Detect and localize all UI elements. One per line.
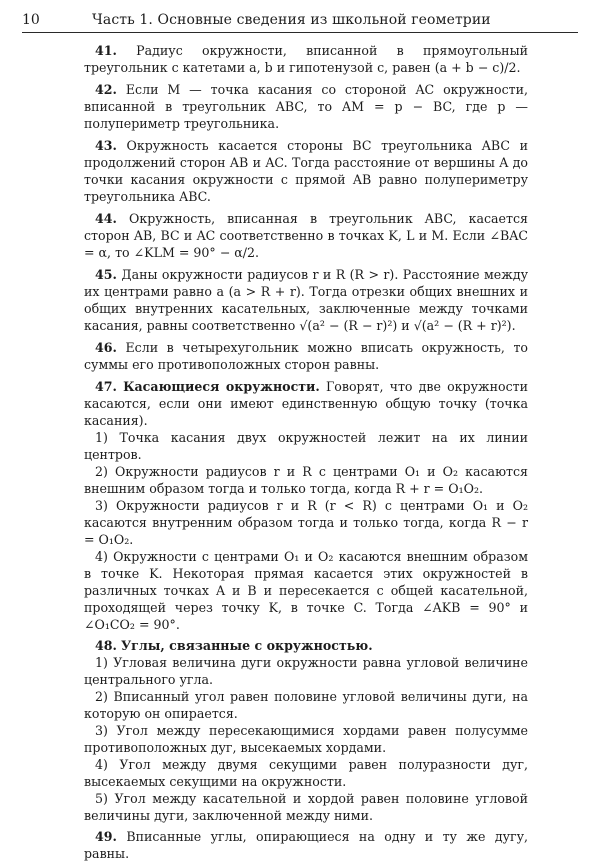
fact-47-1: 1) Точка касания двух окружностей лежит на их линии центров. bbox=[84, 430, 528, 462]
item-number: 46. bbox=[95, 340, 117, 355]
item-48 bbox=[84, 637, 528, 654]
page-number: 10 bbox=[22, 12, 40, 28]
fact-47-4: 4) Окружности с центрами O₁ и O₂ касаются внешним образом в точке K. Некоторая прямая касается этих окружностей в различных точках A и B и пересекается с общей касательной, проходящей через точку K, в точке C. Тогда ∠AKB = 90° и ∠O₁CO₂ = 90°. bbox=[84, 549, 528, 632]
item-number: 44. bbox=[95, 211, 117, 226]
item-text: Вписанные углы, опирающиеся на одну и ту же дугу, равны. bbox=[84, 829, 528, 861]
item-number: 48. bbox=[95, 638, 117, 653]
fact-48-4: 4) Угол между двумя секущими равен полуразности дуг, высекаемых секущими на окружности. bbox=[84, 757, 528, 789]
fact-48-5: 5) Угол между касательной и хордой равен половине угловой величины дуги, заключенной между ними. bbox=[84, 791, 528, 823]
item-text: Даны окружности радиусов r и R (R > r). Расстояние между их центрами равно a (a > R + r). Тогда отрезки общих внешних и общих внутренних касательных, заключенные между точками касания, равны соответственно √(a² − (R − r)²) и √(a² − (R + r)²). bbox=[84, 267, 528, 333]
item-text: Говорят, что две окружности касаются, если они имеют единственную общую точку (точка касания). bbox=[84, 379, 528, 428]
item-number: 43. bbox=[95, 138, 117, 153]
item-title: Углы, связанные с окружностью. bbox=[120, 638, 373, 653]
running-title: Часть 1. Основные сведения из школьной геометрии bbox=[92, 12, 491, 28]
item-text: Окружность, вписанная в треугольник ABC, касается сторон AB, BC и AC соответственно в точках K, L и M. Если ∠BAC = α, то ∠KLM = 90° − α/2. bbox=[84, 211, 528, 260]
item-49 bbox=[84, 828, 528, 862]
item-number: 49. bbox=[95, 829, 117, 844]
item-number: 47. bbox=[95, 379, 117, 394]
fact-47-2: 2) Окружности радиусов r и R с центрами O₁ и O₂ касаются внешним образом тогда и только тогда, когда R + r = O₁O₂. bbox=[84, 464, 528, 496]
item-number: 45. bbox=[95, 267, 117, 282]
fact-48-3: 3) Угол между пересекающимися хордами равен полусумме противоположных дуг, высекаемых хордами. bbox=[84, 723, 528, 755]
fact-48-1: 1) Угловая величина дуги окружности равна угловой величине центрального угла. bbox=[84, 655, 528, 687]
item-number: 41. bbox=[95, 43, 117, 58]
fact-48-2: 2) Вписанный угол равен половине угловой величины дуги, на которую он опирается. bbox=[84, 689, 528, 721]
item-43 bbox=[84, 137, 528, 205]
item-41 bbox=[84, 42, 528, 76]
item-title: Касающиеся окружности. bbox=[123, 379, 320, 394]
item-44 bbox=[84, 210, 528, 261]
page-header bbox=[22, 10, 578, 33]
item-text: Если в четырехугольник можно вписать окружность, то суммы его противоположных сторон равны. bbox=[84, 340, 529, 372]
item-45 bbox=[84, 266, 528, 334]
item-text: Окружность касается стороны BC треугольника ABC и продолжений сторон AB и AC. Тогда расстояние от вершины A до точки касания окружности с прямой AB равно полупериметру треугольника ABC. bbox=[84, 138, 528, 204]
item-47 bbox=[84, 378, 528, 429]
item-number: 42. bbox=[95, 82, 117, 97]
fact-47-3: 3) Окружности радиусов r и R (r < R) с центрами O₁ и O₂ касаются внутренним образом тогда и только тогда, когда R − r = O₁O₂. bbox=[84, 498, 528, 547]
item-text: Если M — точка касания со стороной AC окружности, вписанной в треугольник ABC, то AM = p − BC, где p — полупериметр треугольника. bbox=[84, 82, 528, 131]
item-46 bbox=[84, 339, 528, 373]
page-body bbox=[84, 42, 528, 867]
item-42 bbox=[84, 81, 528, 132]
item-text: Радиус окружности, вписанной в прямоугольный треугольник с катетами a, b и гипотенузой c, равен (a + b − c)/2. bbox=[84, 43, 528, 75]
